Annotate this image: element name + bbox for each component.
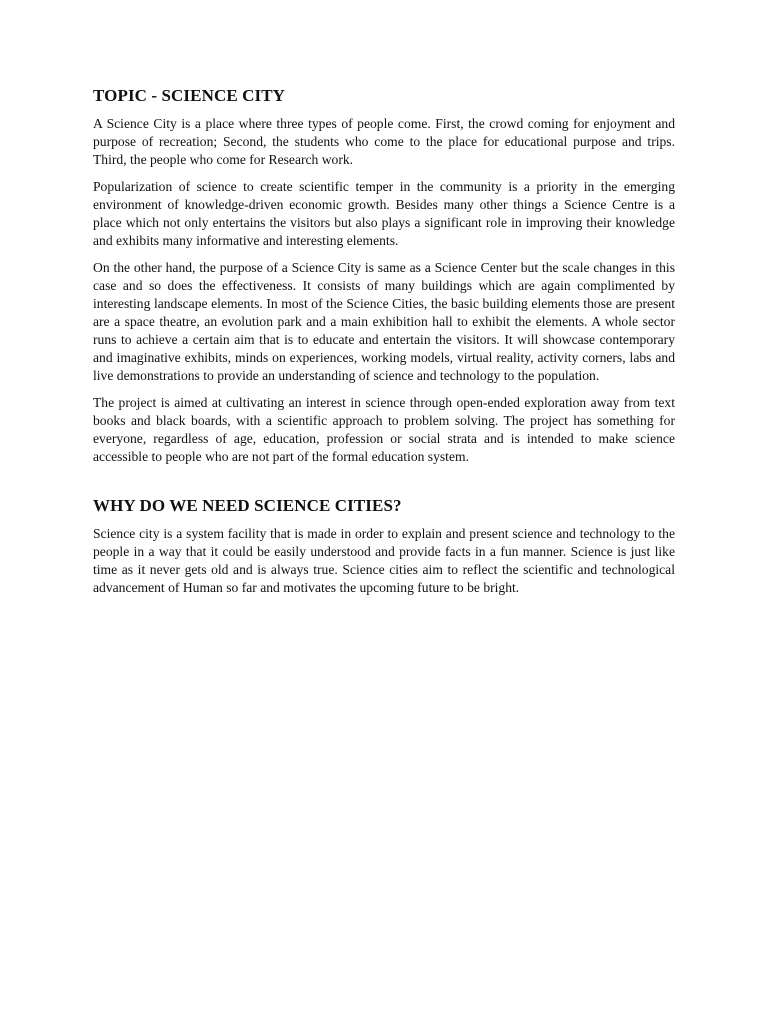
paragraph-why: Science city is a system facility that is made in order to explain and present science and technology to the people in a way that it could be easily understood and provide facts in a fun manner. Science is just like time as it never gets old and is always true. Science cities aim to reflect the scientific and technological advancement of Human so far and motivates the upcoming future to be bright. xyxy=(93,526,675,595)
paragraph-purpose: On the other hand, the purpose of a Science City is same as a Science Center but the scale changes in this case and so does the effectiveness. It consists of many buildings which are again complimented by interesting landscape elements. In most of the Science Cities, the basic building elements those are present are a space theatre, an evolution park and a main exhibition hall to exhibit the elements. A whole sector runs to achieve a certain aim that is to educate and entertain the visitors. It will showcase contemporary and imaginative exhibits, minds on experiences, working models, virtual reality, activity corners, labs and live demonstrations to provide an understanding of science and technology to the population. xyxy=(93,260,675,383)
paragraph-intro: A Science City is a place where three types of people come. First, the crowd coming for enjoyment and purpose of recreation; Second, the students who come to the place for educational purpose and trips. Third, the people who come for Research work. xyxy=(93,116,675,167)
section-heading-why: WHY DO WE NEED SCIENCE CITIES? xyxy=(93,496,402,515)
document-page xyxy=(93,85,675,606)
paragraph-popularization: Popularization of science to create scientific temper in the community is a priority in the emerging environment of knowledge-driven economic growth. Besides many other things a Science Centre is a place which not only entertains the visitors but also plays a significant role in improving their knowledge and exhibits many informative and interesting elements. xyxy=(93,179,675,248)
section-heading-topic: TOPIC - SCIENCE CITY xyxy=(93,86,286,105)
paragraph-project-aim: The project is aimed at cultivating an interest in science through open-ended exploration away from text books and black boards, with a scientific approach to problem solving. The project has something for everyone, regardless of age, education, profession or social strata and is intended to make science accessible to people who are not part of the formal education system. xyxy=(93,395,675,464)
